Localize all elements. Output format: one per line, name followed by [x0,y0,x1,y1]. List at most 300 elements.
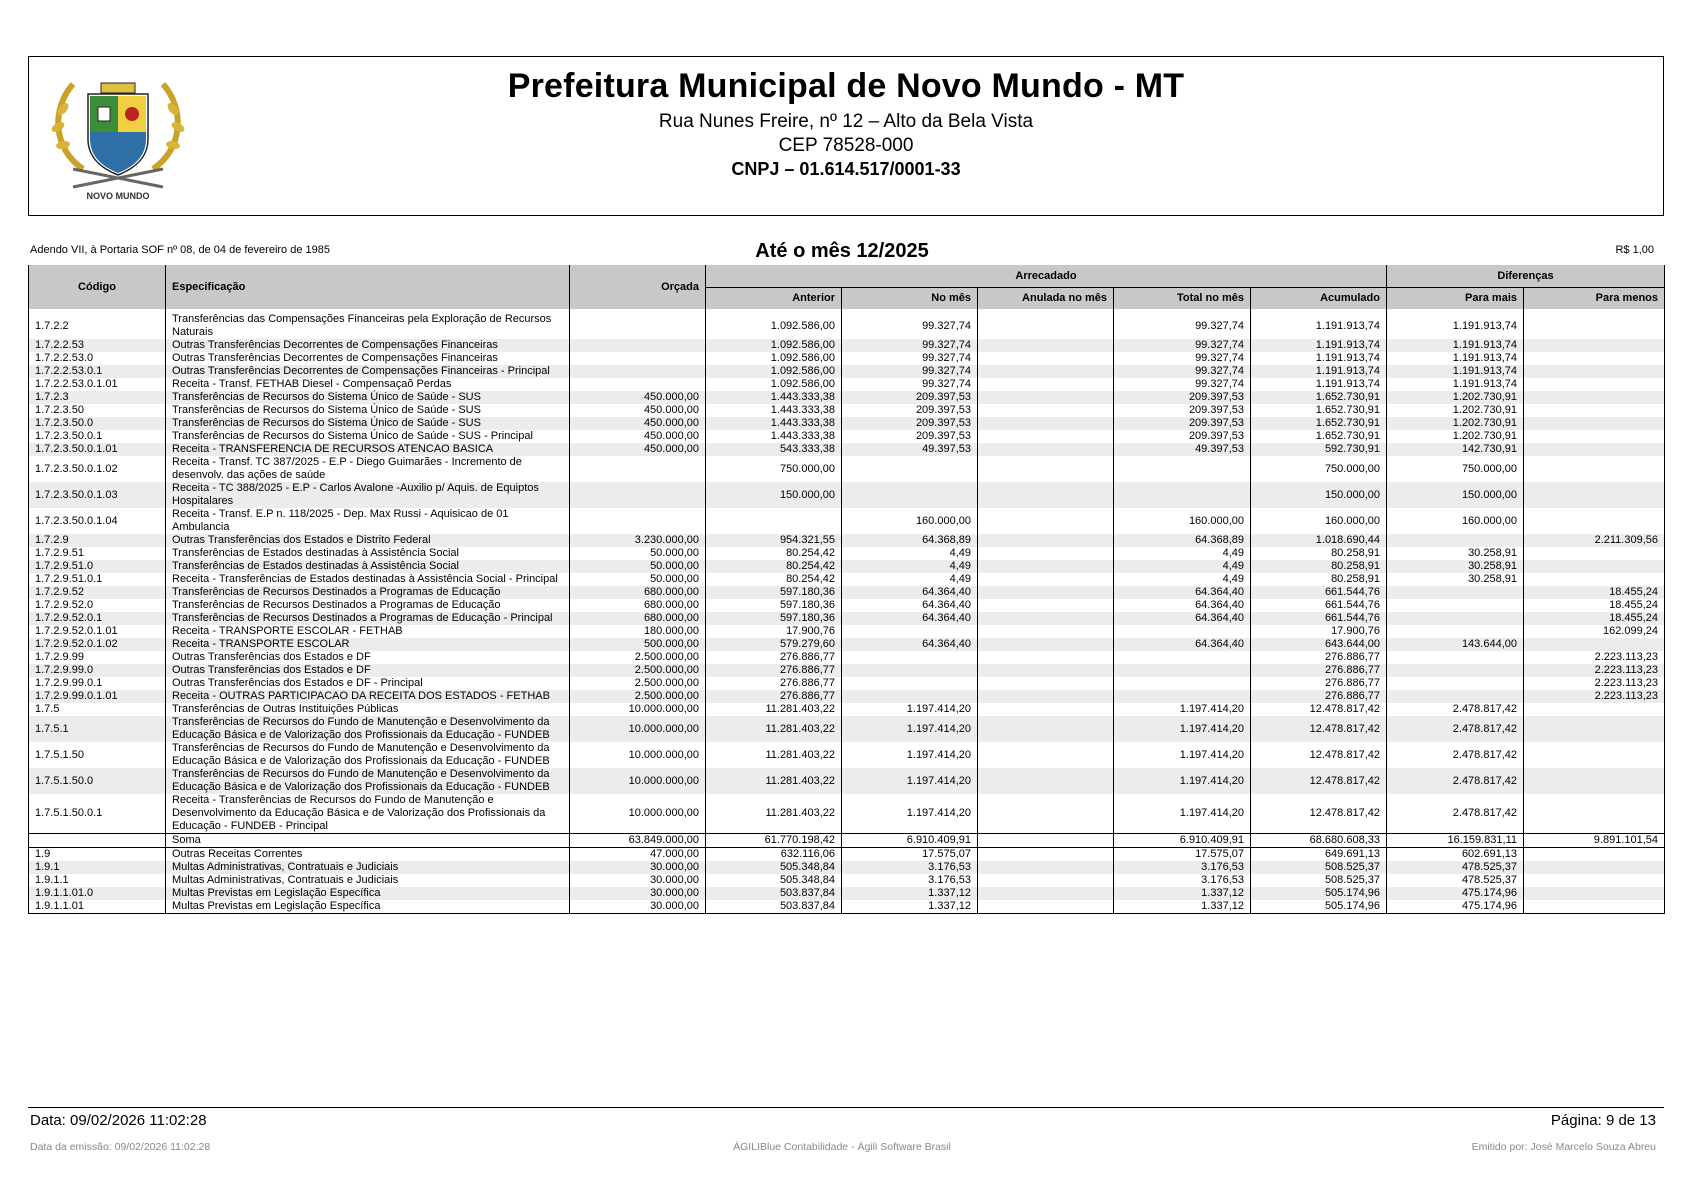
cell-acumulado: 12.478.817,42 [1251,794,1387,834]
cell-codigo: 1.7.2.3.50.0 [29,417,166,430]
cell-orcada: 10.000.000,00 [570,703,706,716]
cell-acumulado: 1.652.730,91 [1251,430,1387,443]
cell-especificacao: Transferências de Estados destinadas à Assistência Social [166,560,570,573]
header-box [28,56,1664,216]
cell-para-mais: 1.202.730,91 [1387,404,1524,417]
cell-acumulado: 1.018.690,44 [1251,534,1387,547]
cell-no-mes [842,625,978,638]
cell-especificacao: Outras Receitas Correntes [166,848,570,862]
cell-especificacao: Transferências de Outras Instituições Públicas [166,703,570,716]
cell-para-mais: 2.478.817,42 [1387,768,1524,794]
cell-para-menos [1524,508,1665,534]
table-row [29,848,1665,862]
table-row [29,339,1665,352]
cell-total-no-mes: 99.327,74 [1114,309,1251,339]
cell-total-no-mes: 4,49 [1114,547,1251,560]
cell-no-mes: 99.327,74 [842,378,978,391]
header-no-mes: No mês [842,287,978,309]
cell-no-mes: 4,49 [842,573,978,586]
cell-especificacao: Receita - Transf. TC 387/2025 - E.P - Diego Guimarães - Incremento de desenvolv. das ações de saúde [166,456,570,482]
cell-orcada: 450.000,00 [570,443,706,456]
cell-anterior: 17.900,76 [706,625,842,638]
cell-para-menos [1524,560,1665,573]
cell-para-mais: 1.191.913,74 [1387,309,1524,339]
cell-para-mais: 602.691,13 [1387,848,1524,862]
table-row [29,874,1665,887]
cell-acumulado: 80.258,91 [1251,573,1387,586]
table-row [29,482,1665,508]
cell-orcada: 450.000,00 [570,417,706,430]
cell-total-no-mes: 1.337,12 [1114,887,1251,900]
cell-anulada-no-mes [978,339,1114,352]
cell-para-mais: 1.191.913,74 [1387,365,1524,378]
table-row [29,560,1665,573]
cell-orcada: 30.000,00 [570,874,706,887]
cell-codigo: 1.7.2.3.50.0.1.03 [29,482,166,508]
cell-acumulado: 68.680.608,33 [1251,834,1387,848]
header-para-menos: Para menos [1524,287,1665,309]
table-row [29,391,1665,404]
cell-especificacao: Multas Previstas em Legislação Específica [166,900,570,914]
cell-codigo: 1.7.2.9.52.0.1.02 [29,638,166,651]
table-row [29,900,1665,914]
cell-anulada-no-mes [978,378,1114,391]
cell-total-no-mes [1114,664,1251,677]
cell-orcada: 2.500.000,00 [570,664,706,677]
cell-anterior: 1.092.586,00 [706,309,842,339]
cell-codigo: 1.7.2.3 [29,391,166,404]
cell-no-mes [842,664,978,677]
cell-para-mais: 30.258,91 [1387,560,1524,573]
cell-no-mes: 6.910.409,91 [842,834,978,848]
cell-anterior: 61.770.198,42 [706,834,842,848]
cell-especificacao: Receita - Transferências de Estados destinadas à Assistência Social - Principal [166,573,570,586]
cell-para-mais: 2.478.817,42 [1387,703,1524,716]
header-acumulado: Acumulado [1251,287,1387,309]
svg-text:NOVO MUNDO: NOVO MUNDO [86,191,150,201]
table-row [29,861,1665,874]
cell-no-mes [842,677,978,690]
cell-anterior: 503.837,84 [706,887,842,900]
cell-acumulado: 150.000,00 [1251,482,1387,508]
table-row [29,508,1665,534]
cell-acumulado: 1.191.913,74 [1251,352,1387,365]
cell-anulada-no-mes [978,834,1114,848]
print-date: Data: 09/02/2026 11:02:28 [30,1112,207,1129]
table-row [29,742,1665,768]
header-arrecadado: Arrecadado [706,265,1387,287]
cell-para-mais: 1.191.913,74 [1387,339,1524,352]
cell-no-mes: 1.197.414,20 [842,716,978,742]
issued-by: Emitido por: José Marcelo Souza Abreu [1471,1141,1656,1153]
footer-divider [28,1107,1664,1108]
cell-para-mais: 478.525,37 [1387,861,1524,874]
cell-para-mais: 1.202.730,91 [1387,430,1524,443]
cell-para-mais [1387,664,1524,677]
cell-codigo: 1.7.5.1.50.0 [29,768,166,794]
cell-acumulado: 508.525,37 [1251,874,1387,887]
cell-para-menos [1524,848,1665,862]
cell-especificacao: Outras Transferências Decorrentes de Compensações Financeiras [166,339,570,352]
cell-acumulado: 661.544,76 [1251,586,1387,599]
table-row [29,599,1665,612]
cell-orcada: 10.000.000,00 [570,794,706,834]
cell-orcada: 2.500.000,00 [570,651,706,664]
cell-codigo: 1.7.2.9.51 [29,547,166,560]
cell-especificacao: Outras Transferências dos Estados e Distrito Federal [166,534,570,547]
cell-para-mais: 2.478.817,42 [1387,716,1524,742]
cell-codigo: 1.7.2.3.50.0.1.01 [29,443,166,456]
cell-codigo: 1.9.1.1.01.0 [29,887,166,900]
cell-total-no-mes: 99.327,74 [1114,365,1251,378]
cell-codigo: 1.7.2.2 [29,309,166,339]
table-row [29,834,1665,848]
cell-para-mais: 143.644,00 [1387,638,1524,651]
cell-anterior: 276.886,77 [706,651,842,664]
table-row [29,378,1665,391]
cell-especificacao: Transferências de Recursos Destinados a Programas de Educação [166,586,570,599]
software-name: ÁGILIBlue Contabilidade - Ágili Software Brasil [733,1141,951,1153]
cell-orcada: 50.000,00 [570,573,706,586]
cell-anulada-no-mes [978,638,1114,651]
cell-total-no-mes: 17.575,07 [1114,848,1251,862]
cell-no-mes: 49.397,53 [842,443,978,456]
cell-anterior: 1.092.586,00 [706,365,842,378]
cell-para-menos [1524,430,1665,443]
cell-para-mais: 150.000,00 [1387,482,1524,508]
cell-acumulado: 661.544,76 [1251,612,1387,625]
cell-anterior: 11.281.403,22 [706,742,842,768]
cell-anulada-no-mes [978,794,1114,834]
cell-especificacao: Multas Administrativas, Contratuais e Judiciais [166,874,570,887]
cell-especificacao: Transferências de Recursos do Sistema Único de Saúde - SUS [166,404,570,417]
cell-no-mes: 1.197.414,20 [842,742,978,768]
header-orcada: Orçada [570,265,706,309]
cell-anulada-no-mes [978,456,1114,482]
cell-codigo: 1.7.2.9.51.0.1 [29,573,166,586]
cell-codigo: 1.7.2.9.51.0 [29,560,166,573]
cell-orcada [570,482,706,508]
cell-no-mes: 209.397,53 [842,391,978,404]
cell-codigo: 1.7.2.2.53.0 [29,352,166,365]
cell-orcada: 30.000,00 [570,900,706,914]
cell-acumulado: 80.258,91 [1251,547,1387,560]
cell-anterior: 276.886,77 [706,664,842,677]
cell-anterior: 80.254,42 [706,573,842,586]
cell-anulada-no-mes [978,430,1114,443]
cell-especificacao: Transferências de Estados destinadas à Assistência Social [166,547,570,560]
cell-anterior: 1.092.586,00 [706,378,842,391]
cell-anulada-no-mes [978,625,1114,638]
cell-total-no-mes: 99.327,74 [1114,339,1251,352]
cell-total-no-mes [1114,482,1251,508]
cell-para-menos [1524,887,1665,900]
cell-no-mes: 3.176,53 [842,874,978,887]
cell-para-menos [1524,573,1665,586]
cell-acumulado: 505.174,96 [1251,887,1387,900]
cell-anterior: 1.443.333,38 [706,391,842,404]
cell-especificacao: Transferências de Recursos do Fundo de Manutenção e Desenvolvimento da Educação Básica e de Valorização dos Profissionais da Educação - FUNDEB [166,768,570,794]
header-total-no-mes: Total no mês [1114,287,1251,309]
cell-anulada-no-mes [978,768,1114,794]
cell-para-mais: 750.000,00 [1387,456,1524,482]
cell-no-mes: 1.337,12 [842,900,978,914]
table-row [29,612,1665,625]
cell-orcada: 30.000,00 [570,887,706,900]
cell-para-menos [1524,861,1665,874]
cell-no-mes: 1.197.414,20 [842,768,978,794]
cell-para-mais: 1.191.913,74 [1387,352,1524,365]
cell-acumulado: 12.478.817,42 [1251,742,1387,768]
cell-codigo: 1.7.2.9.52 [29,586,166,599]
cell-codigo: 1.7.5.1.50.0.1 [29,794,166,834]
cell-orcada: 63.849.000,00 [570,834,706,848]
cell-total-no-mes: 64.364,40 [1114,599,1251,612]
cell-no-mes: 99.327,74 [842,365,978,378]
cell-anterior: 1.092.586,00 [706,352,842,365]
cell-total-no-mes: 209.397,53 [1114,417,1251,430]
cell-anterior: 505.348,84 [706,861,842,874]
cell-codigo: 1.7.2.9.99.0.1.01 [29,690,166,703]
cell-para-menos: 162.099,24 [1524,625,1665,638]
page-number: Página: 9 de 13 [1550,1112,1656,1129]
cell-total-no-mes: 1.337,12 [1114,900,1251,914]
table-row [29,677,1665,690]
cell-para-menos: 2.223.113,23 [1524,664,1665,677]
cell-orcada [570,378,706,391]
cell-para-menos [1524,482,1665,508]
cell-para-menos [1524,716,1665,742]
cell-para-menos: 18.455,24 [1524,586,1665,599]
cell-anterior: 150.000,00 [706,482,842,508]
cell-acumulado: 276.886,77 [1251,664,1387,677]
cell-orcada: 2.500.000,00 [570,677,706,690]
cell-para-mais: 2.478.817,42 [1387,794,1524,834]
cell-para-menos [1524,900,1665,914]
cell-no-mes: 64.364,40 [842,612,978,625]
cell-especificacao: Receita - Transf. FETHAB Diesel - Compensaçaõ Perdas [166,378,570,391]
cell-total-no-mes: 1.197.414,20 [1114,768,1251,794]
cell-para-mais [1387,651,1524,664]
cell-no-mes: 209.397,53 [842,417,978,430]
cell-codigo: 1.7.2.3.50.0.1 [29,430,166,443]
cell-para-menos [1524,352,1665,365]
cell-anulada-no-mes [978,547,1114,560]
cep: CEP 78528-000 [778,135,914,156]
cell-no-mes: 4,49 [842,547,978,560]
cell-para-menos [1524,794,1665,834]
cell-orcada [570,365,706,378]
cell-anulada-no-mes [978,534,1114,547]
cell-total-no-mes: 160.000,00 [1114,508,1251,534]
cell-no-mes: 64.368,89 [842,534,978,547]
cell-anulada-no-mes [978,560,1114,573]
cell-anulada-no-mes [978,690,1114,703]
cell-anterior: 1.443.333,38 [706,404,842,417]
cell-codigo: 1.7.2.9.99.0.1 [29,677,166,690]
cell-total-no-mes: 4,49 [1114,573,1251,586]
cell-para-menos [1524,378,1665,391]
cell-total-no-mes [1114,651,1251,664]
cell-acumulado: 643.644,00 [1251,638,1387,651]
cell-acumulado: 592.730,91 [1251,443,1387,456]
page-title: Prefeitura Municipal de Novo Mundo - MT [507,67,1185,105]
cell-total-no-mes: 99.327,74 [1114,378,1251,391]
cell-especificacao: Receita - TRANSFERENCIA DE RECURSOS ATENCAO BASICA [166,443,570,456]
cell-total-no-mes: 4,49 [1114,560,1251,573]
cell-para-menos [1524,703,1665,716]
cell-anulada-no-mes [978,573,1114,586]
cell-orcada: 10.000.000,00 [570,716,706,742]
cell-orcada [570,339,706,352]
emission-date: Data da emissão: 09/02/2026 11:02:28 [30,1141,211,1153]
cell-especificacao: Transferências de Recursos do Fundo de Manutenção e Desenvolvimento da Educação Básica e de Valorização dos Profissionais da Educação - FUNDEB [166,716,570,742]
header-anulada-no-mes: Anulada no mês [978,287,1114,309]
cell-anulada-no-mes [978,612,1114,625]
table-body [29,309,1665,914]
table-row [29,456,1665,482]
cell-codigo: 1.7.2.9.52.0 [29,599,166,612]
cell-anulada-no-mes [978,861,1114,874]
cell-anterior: 11.281.403,22 [706,794,842,834]
cell-anulada-no-mes [978,677,1114,690]
cell-orcada: 680.000,00 [570,586,706,599]
cell-codigo: 1.7.2.3.50 [29,404,166,417]
cell-para-mais: 30.258,91 [1387,547,1524,560]
cell-orcada: 680.000,00 [570,599,706,612]
cell-especificacao: Outras Transferências dos Estados e DF [166,651,570,664]
cell-anterior: 80.254,42 [706,547,842,560]
cell-orcada: 47.000,00 [570,848,706,862]
cell-codigo: 1.7.2.3.50.0.1.04 [29,508,166,534]
cell-especificacao: Outras Transferências dos Estados e DF - Principal [166,677,570,690]
cell-codigo: 1.7.2.3.50.0.1.02 [29,456,166,482]
cell-acumulado: 12.478.817,42 [1251,703,1387,716]
cell-anulada-no-mes [978,651,1114,664]
table-row [29,573,1665,586]
cell-no-mes [842,651,978,664]
cell-anulada-no-mes [978,887,1114,900]
cell-codigo: 1.7.2.2.53.0.1 [29,365,166,378]
cell-anulada-no-mes [978,443,1114,456]
cell-acumulado: 508.525,37 [1251,861,1387,874]
table-row [29,443,1665,456]
cell-anulada-no-mes [978,716,1114,742]
cell-acumulado: 1.191.913,74 [1251,378,1387,391]
cell-orcada: 2.500.000,00 [570,690,706,703]
table-row [29,625,1665,638]
table-row [29,690,1665,703]
cell-orcada: 680.000,00 [570,612,706,625]
cell-anulada-no-mes [978,482,1114,508]
cell-no-mes [842,456,978,482]
cell-no-mes: 64.364,40 [842,638,978,651]
cell-anulada-no-mes [978,417,1114,430]
cell-acumulado: 1.191.913,74 [1251,365,1387,378]
cell-especificacao: Transferências de Recursos do Sistema Único de Saúde - SUS [166,391,570,404]
header-diferencas: Diferenças [1387,265,1665,287]
cell-anulada-no-mes [978,703,1114,716]
cell-acumulado: 661.544,76 [1251,599,1387,612]
cell-anterior: 11.281.403,22 [706,768,842,794]
cell-anulada-no-mes [978,599,1114,612]
cell-anterior: 750.000,00 [706,456,842,482]
cell-anterior: 1.443.333,38 [706,430,842,443]
cell-para-menos: 2.223.113,23 [1524,651,1665,664]
cell-especificacao: Transferências de Recursos Destinados a Programas de Educação [166,599,570,612]
cell-anterior: 276.886,77 [706,677,842,690]
cell-codigo: 1.7.2.9.52.0.1 [29,612,166,625]
header-anterior: Anterior [706,287,842,309]
cell-acumulado: 505.174,96 [1251,900,1387,914]
header-especificacao: Especificação [166,265,570,309]
cell-para-mais: 160.000,00 [1387,508,1524,534]
cell-especificacao: Receita - Transferências de Recursos do Fundo de Manutenção e Desenvolvimento da Educação Básica e de Valorização dos Profissionais da Educação - FUNDEB - Principal [166,794,570,834]
cell-total-no-mes: 3.176,53 [1114,874,1251,887]
table-row [29,716,1665,742]
table-row [29,664,1665,677]
cell-no-mes: 209.397,53 [842,404,978,417]
cell-total-no-mes: 64.368,89 [1114,534,1251,547]
cell-anterior: 579.279,60 [706,638,842,651]
table-row [29,430,1665,443]
cell-anulada-no-mes [978,664,1114,677]
cell-no-mes [842,482,978,508]
cell-orcada: 3.230.000,00 [570,534,706,547]
cell-codigo [29,834,166,848]
cell-para-menos [1524,874,1665,887]
cell-codigo: 1.7.5.1.50 [29,742,166,768]
cell-para-mais [1387,690,1524,703]
cell-orcada [570,352,706,365]
cell-acumulado: 1.191.913,74 [1251,339,1387,352]
cell-codigo: 1.7.2.9.52.0.1.01 [29,625,166,638]
cell-codigo: 1.7.5.1 [29,716,166,742]
cell-anulada-no-mes [978,391,1114,404]
cell-total-no-mes: 1.197.414,20 [1114,716,1251,742]
cell-para-mais: 30.258,91 [1387,573,1524,586]
cell-total-no-mes: 209.397,53 [1114,391,1251,404]
cell-especificacao: Transferências de Recursos do Sistema Único de Saúde - SUS - Principal [166,430,570,443]
cell-acumulado: 80.258,91 [1251,560,1387,573]
cell-anulada-no-mes [978,352,1114,365]
cell-orcada: 450.000,00 [570,404,706,417]
cell-orcada: 50.000,00 [570,560,706,573]
cell-para-mais: 475.174,96 [1387,900,1524,914]
cell-anterior: 11.281.403,22 [706,716,842,742]
cell-especificacao: Receita - TRANSPORTE ESCOLAR - FETHAB [166,625,570,638]
table-row [29,651,1665,664]
cell-para-menos [1524,456,1665,482]
table-row [29,404,1665,417]
cell-acumulado: 17.900,76 [1251,625,1387,638]
cell-para-mais [1387,677,1524,690]
cell-orcada: 10.000.000,00 [570,742,706,768]
cell-total-no-mes: 3.176,53 [1114,861,1251,874]
table-row [29,768,1665,794]
cell-para-menos [1524,365,1665,378]
cell-para-mais: 16.159.831,11 [1387,834,1524,848]
cell-para-mais [1387,599,1524,612]
cell-para-mais: 1.202.730,91 [1387,391,1524,404]
cell-codigo: 1.7.2.2.53 [29,339,166,352]
cell-especificacao: Receita - Transf. E.P n. 118/2025 - Dep. Max Russi - Aquisicao de 01 Ambulancia [166,508,570,534]
cell-para-menos [1524,417,1665,430]
cell-especificacao: Multas Previstas em Legislação Específica [166,887,570,900]
cell-acumulado: 1.652.730,91 [1251,404,1387,417]
cell-orcada: 50.000,00 [570,547,706,560]
cell-orcada: 500.000,00 [570,638,706,651]
